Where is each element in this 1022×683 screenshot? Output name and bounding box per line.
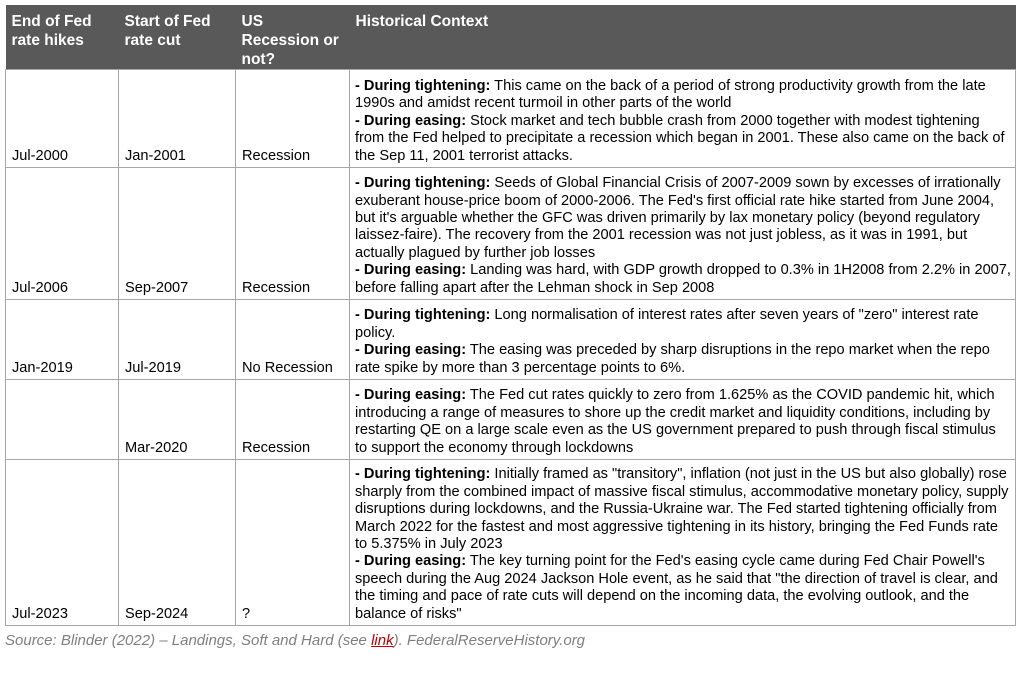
fed-cycles-table-container: [5, 5, 1016, 649]
cell-end-of-hikes: Jan-2019: [6, 300, 119, 380]
context-text: Landing was hard, with GDP growth dropped to 0.3% in 1H2008 from 2.2% in 2007, before falling apart after the Lehman shock in Sep 2008: [355, 262, 1011, 296]
cell-recession: Recession: [236, 168, 350, 300]
context-paragraph: [355, 307, 1011, 342]
cell-start-of-cut: Jan-2001: [119, 70, 236, 168]
cell-historical-context: [350, 460, 1016, 626]
fed-cycles-table: [5, 5, 1016, 626]
header-end-of-fed-rate-hikes: End of Fed rate hikes: [6, 5, 119, 70]
context-phase-label: - During easing:: [355, 262, 467, 279]
header-historical-context: Historical Context: [350, 5, 1016, 70]
table-row: [6, 380, 1016, 460]
context-paragraph: [355, 262, 1011, 297]
source-link[interactable]: link: [371, 632, 394, 649]
context-text: Initially framed as "transitory", inflation (not just in the US but also globally) rose sharply from the combined impact of massive fiscal stimulus, accommodative monetary policy, supply disruptions during lockdowns, and the Russia-Ukraine war. The Fed started tightening officially from March 2022 for the fastest and most aggressive tightening in its history, bringing the Fed Funds rate to 5.375% in July 2023: [355, 466, 1009, 552]
cell-historical-context: [350, 70, 1016, 168]
cell-end-of-hikes: Jul-2000: [6, 70, 119, 168]
cell-end-of-hikes: Jul-2006: [6, 168, 119, 300]
header-us-recession: US Recession or not?: [236, 5, 350, 70]
cell-recession: Recession: [236, 70, 350, 168]
context-paragraph: [355, 387, 1011, 457]
cell-historical-context: [350, 168, 1016, 300]
source-prefix: Source: Blinder (2022) – Landings, Soft and Hard (see: [5, 632, 372, 649]
cell-start-of-cut: Sep-2007: [119, 168, 236, 300]
cell-end-of-hikes: Jul-2023: [6, 460, 119, 626]
table-header-row: [6, 5, 1016, 70]
table-row: [6, 70, 1016, 168]
context-phase-label: - During easing:: [355, 387, 467, 404]
context-paragraph: [355, 113, 1011, 165]
context-phase-label: - During easing:: [355, 112, 467, 129]
context-phase-label: - During tightening:: [355, 466, 491, 483]
context-phase-label: - During tightening:: [355, 77, 491, 94]
table-row: [6, 300, 1016, 380]
context-text: The Fed cut rates quickly to zero from 1.625% as the COVID pandemic hit, which introducing a range of measures to shore up the credit market and liquidity conditions, including by restarting QE on a large scale even as the US government prepared to push through fiscal stimulus to support the economy through lockdowns: [355, 387, 996, 456]
cell-start-of-cut: Sep-2024: [119, 460, 236, 626]
table-row: [6, 460, 1016, 626]
context-paragraph: [355, 342, 1011, 377]
cell-recession: No Recession: [236, 300, 350, 380]
context-paragraph: [355, 466, 1011, 553]
source-note: [5, 632, 1016, 649]
context-paragraph: [355, 553, 1011, 623]
context-text: Long normalisation of interest rates after seven years of "zero" interest rate policy.: [355, 307, 979, 341]
context-phase-label: - During easing:: [355, 342, 467, 359]
cell-start-of-cut: Jul-2019: [119, 300, 236, 380]
table-row: [6, 168, 1016, 300]
context-text: This came on the back of a period of strong productivity growth from the late 1990s and amidst recent turmoil in other parts of the world: [355, 77, 986, 112]
context-phase-label: - During tightening:: [355, 307, 491, 324]
context-text: The easing was preceded by sharp disruptions in the repo market when the repo rate spike by more than 3 percentage points to 6%.: [355, 342, 990, 376]
cell-recession: Recession: [236, 380, 350, 460]
context-paragraph: [355, 175, 1011, 262]
context-text: Seeds of Global Financial Crisis of 2007-2009 sown by excesses of irrationally exuberant house-price boom of 2000-2006. The Fed's first official rate hike started from June 2004, but it's arguable whether the GFC was driven primarily by lax monetary policy (beyond regulatory laissez-faire). The recovery from the 2001 recession was not just jobless, as it was in 1991, but actually plagued by further job losses: [355, 175, 1001, 261]
source-suffix: ). FederalReserveHistory.org: [393, 632, 586, 649]
header-start-of-fed-rate-cut: Start of Fed rate cut: [119, 5, 236, 70]
context-text: The key turning point for the Fed's easing cycle came during Fed Chair Powell's speech during the Aug 2024 Jackson Hole event, as he said that "the direction of travel is clear, and the timing and pace of rate cuts will depend on the incoming data, the evolving outlook, and the balance of risks": [355, 553, 998, 622]
cell-end-of-hikes: [6, 380, 119, 460]
context-text: Stock market and tech bubble crash from 2000 together with modest tightening from the Fed helped to precipitate a recession which began in 2001. These also came on the back of the Sep 11, 2001 terrorist attacks.: [355, 112, 1005, 164]
cell-recession: ?: [236, 460, 350, 626]
context-phase-label: - During tightening:: [355, 175, 491, 192]
context-phase-label: - During easing:: [355, 553, 467, 570]
cell-historical-context: [350, 380, 1016, 460]
cell-historical-context: [350, 300, 1016, 380]
context-paragraph: [355, 78, 1011, 113]
cell-start-of-cut: Mar-2020: [119, 380, 236, 460]
